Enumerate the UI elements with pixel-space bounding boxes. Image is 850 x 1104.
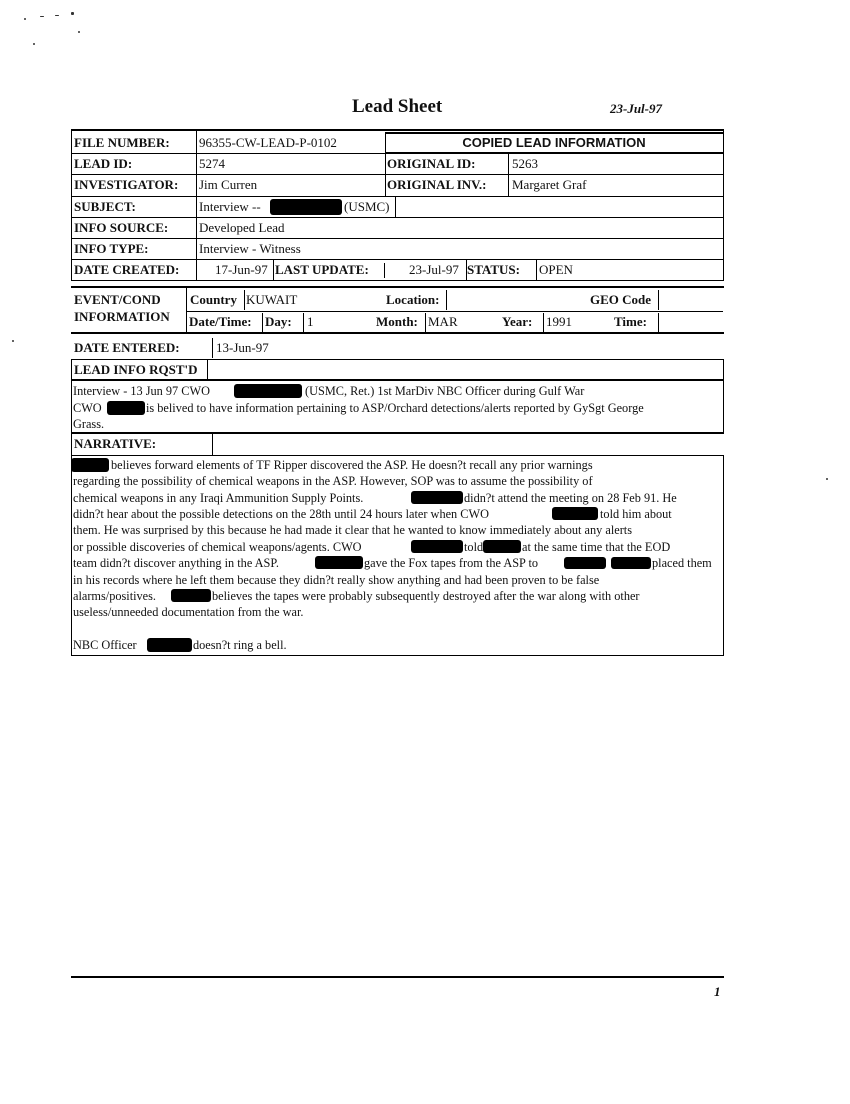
row-divider [71,196,724,197]
narrative-line: useless/unneeded documentation from the war. [73,605,304,619]
narrative-label: NARRATIVE: [74,436,157,451]
original-inv-label: ORIGINAL INV.: [387,177,487,192]
scan-speck [24,18,26,20]
event-divider [658,290,659,310]
event-divider [446,290,447,310]
country-value: KUWAIT [246,292,298,307]
redaction-mark [564,557,606,569]
row-divider [71,280,724,281]
row-divider [71,217,724,218]
redaction-mark [171,589,211,602]
row-divider [71,153,724,154]
country-label: Country [190,292,237,307]
info-type-label: INFO TYPE: [74,241,149,256]
narrative-line: regarding the possibility of chemical weapons in the ASP. However, SOP was to assume the possibility of [73,474,593,488]
narrative-line: told [464,540,484,554]
scan-speck [71,12,74,15]
narrative-line: didn?t hear about the possible detections on the 28th until 24 hours later when CWO [73,507,489,521]
redaction-mark [234,384,302,398]
narrative-line: NBC Officer [73,638,137,652]
redaction-mark [147,638,192,652]
narrative-line: team didn?t discover anything in the ASP. [73,556,279,570]
event-divider [244,290,245,310]
info-source-value: Developed Lead [199,220,285,235]
copied-lead-heading: COPIED LEAD INFORMATION [462,135,646,150]
page-title: Lead Sheet [352,96,443,117]
scan-speck [40,16,44,17]
subject-label: SUBJECT: [74,199,136,214]
narrative-line: chemical weapons in any Iraqi Ammunition Supply Points. [73,491,364,505]
last-update-value-divider [384,263,385,278]
original-value-divider [508,153,509,196]
row-divider [71,238,724,239]
narrative-line: in his records where he left them because they didn?t really show anything and had been proven to be false [73,573,600,587]
event-divider [543,313,544,332]
narrative-line: gave the Fox tapes from the ASP to [364,556,539,570]
event-bottom-rule [71,332,724,334]
day-value: 1 [307,314,314,329]
redaction-mark [315,556,363,569]
file-number-label: FILE NUMBER: [74,135,170,150]
redaction-mark [270,199,342,215]
status-value: OPEN [539,262,573,277]
subject-row-end [395,196,396,217]
narrative-top-rule [213,433,724,434]
info-source-label: INFO SOURCE: [74,220,169,235]
month-label: Month: [376,314,418,329]
redaction-mark [483,540,521,553]
event-label-line2: INFORMATION [74,309,170,324]
original-id-label: ORIGINAL ID: [387,156,476,171]
narrative-line: believes the tapes were probably subsequently destroyed after the war along with other [212,589,640,603]
last-update-label: LAST UPDATE: [275,262,369,277]
date-entered-label: DATE ENTERED: [74,340,180,355]
redaction-mark [552,507,598,520]
lead-info-line: is belived to have information pertaining to ASP/Orchard detections/alerts reported by GySgt George [146,401,644,415]
narrative-line: doesn?t ring a bell. [193,638,287,652]
investigator-label: INVESTIGATOR: [74,177,179,192]
info-type-value: Interview - Witness [199,241,301,256]
narrative-line: or possible discoveries of chemical weapons/agents. CWO [73,540,362,554]
table-top-rule [71,129,724,131]
lead-id-value: 5274 [199,156,225,171]
redaction-mark [411,491,463,504]
row-divider [71,259,724,260]
time-label: Time: [614,314,647,329]
location-label: Location: [386,292,440,307]
geo-code-label: GEO Code [590,292,652,307]
original-inv-value: Margaret Graf [512,177,587,192]
date-entered-divider [212,338,213,358]
event-divider [262,313,263,332]
event-label: EVENT/COND [74,292,161,307]
lead-info-line: Grass. [73,417,105,431]
lead-info-line: Interview - 13 Jun 97 CWO [73,384,210,398]
event-row-divider [186,311,723,312]
date-created-value: 17-Jun-97 [215,262,268,277]
scan-speck [78,31,80,33]
lead-info-rqstd-label: LEAD INFO RQST'D [74,362,198,377]
status-value-divider [536,259,537,280]
narrative-line: believes forward elements of TF Ripper discovered the ASP. He doesn?t recall any prior warnings [111,458,593,472]
redaction-mark [611,557,651,569]
scan-speck [55,15,59,16]
scan-speck [12,340,14,342]
status-label: STATUS: [467,262,520,277]
redaction-mark [411,540,463,553]
event-divider [186,288,187,333]
datetime-label: Date/Time: [189,314,252,329]
redaction-mark [107,401,145,415]
narrative-line: told him about [600,507,672,521]
event-divider [658,313,659,332]
report-date: 23-Jul-97 [610,101,662,116]
date-created-label: DATE CREATED: [74,262,180,277]
day-label: Day: [265,314,292,329]
lead-info-line: CWO [73,401,102,415]
last-update-divider [273,259,274,280]
narrative-line: placed them [652,556,712,570]
narrative-line: didn?t attend the meeting on 28 Feb 91. He [464,491,677,505]
narrative-line: at the same time that the EOD [522,540,671,554]
lead-info-line: (USMC, Ret.) 1st MarDiv NBC Officer during Gulf War [305,384,585,398]
month-value: MAR [428,314,458,329]
lead-id-label: LEAD ID: [74,156,133,171]
narrative-line: them. He was surprised by this because he had made it clear that he wanted to know immediately about any alerts [73,523,632,537]
subject-suffix: (USMC) [344,199,390,214]
investigator-value: Jim Curren [199,177,258,192]
date-entered-value: 13-Jun-97 [216,340,269,355]
year-value: 1991 [546,314,572,329]
event-divider [303,313,304,332]
scan-speck [33,43,35,45]
page-number: 1 [714,984,721,999]
original-column-divider [385,153,386,196]
lead-info-rqstd-divider [207,359,208,380]
event-divider [425,313,426,332]
footer-rule [71,976,724,978]
redaction-mark [71,458,109,472]
year-label: Year: [502,314,533,329]
event-top-rule [71,286,724,288]
row-divider [71,174,724,175]
narrative-line: alarms/positives. [73,589,156,603]
original-id-value: 5263 [512,156,538,171]
scan-speck [826,478,828,480]
file-number-value: 96355-CW-LEAD-P-0102 [199,135,337,150]
subject-prefix: Interview -- [199,199,261,214]
last-update-value: 23-Jul-97 [409,262,459,277]
